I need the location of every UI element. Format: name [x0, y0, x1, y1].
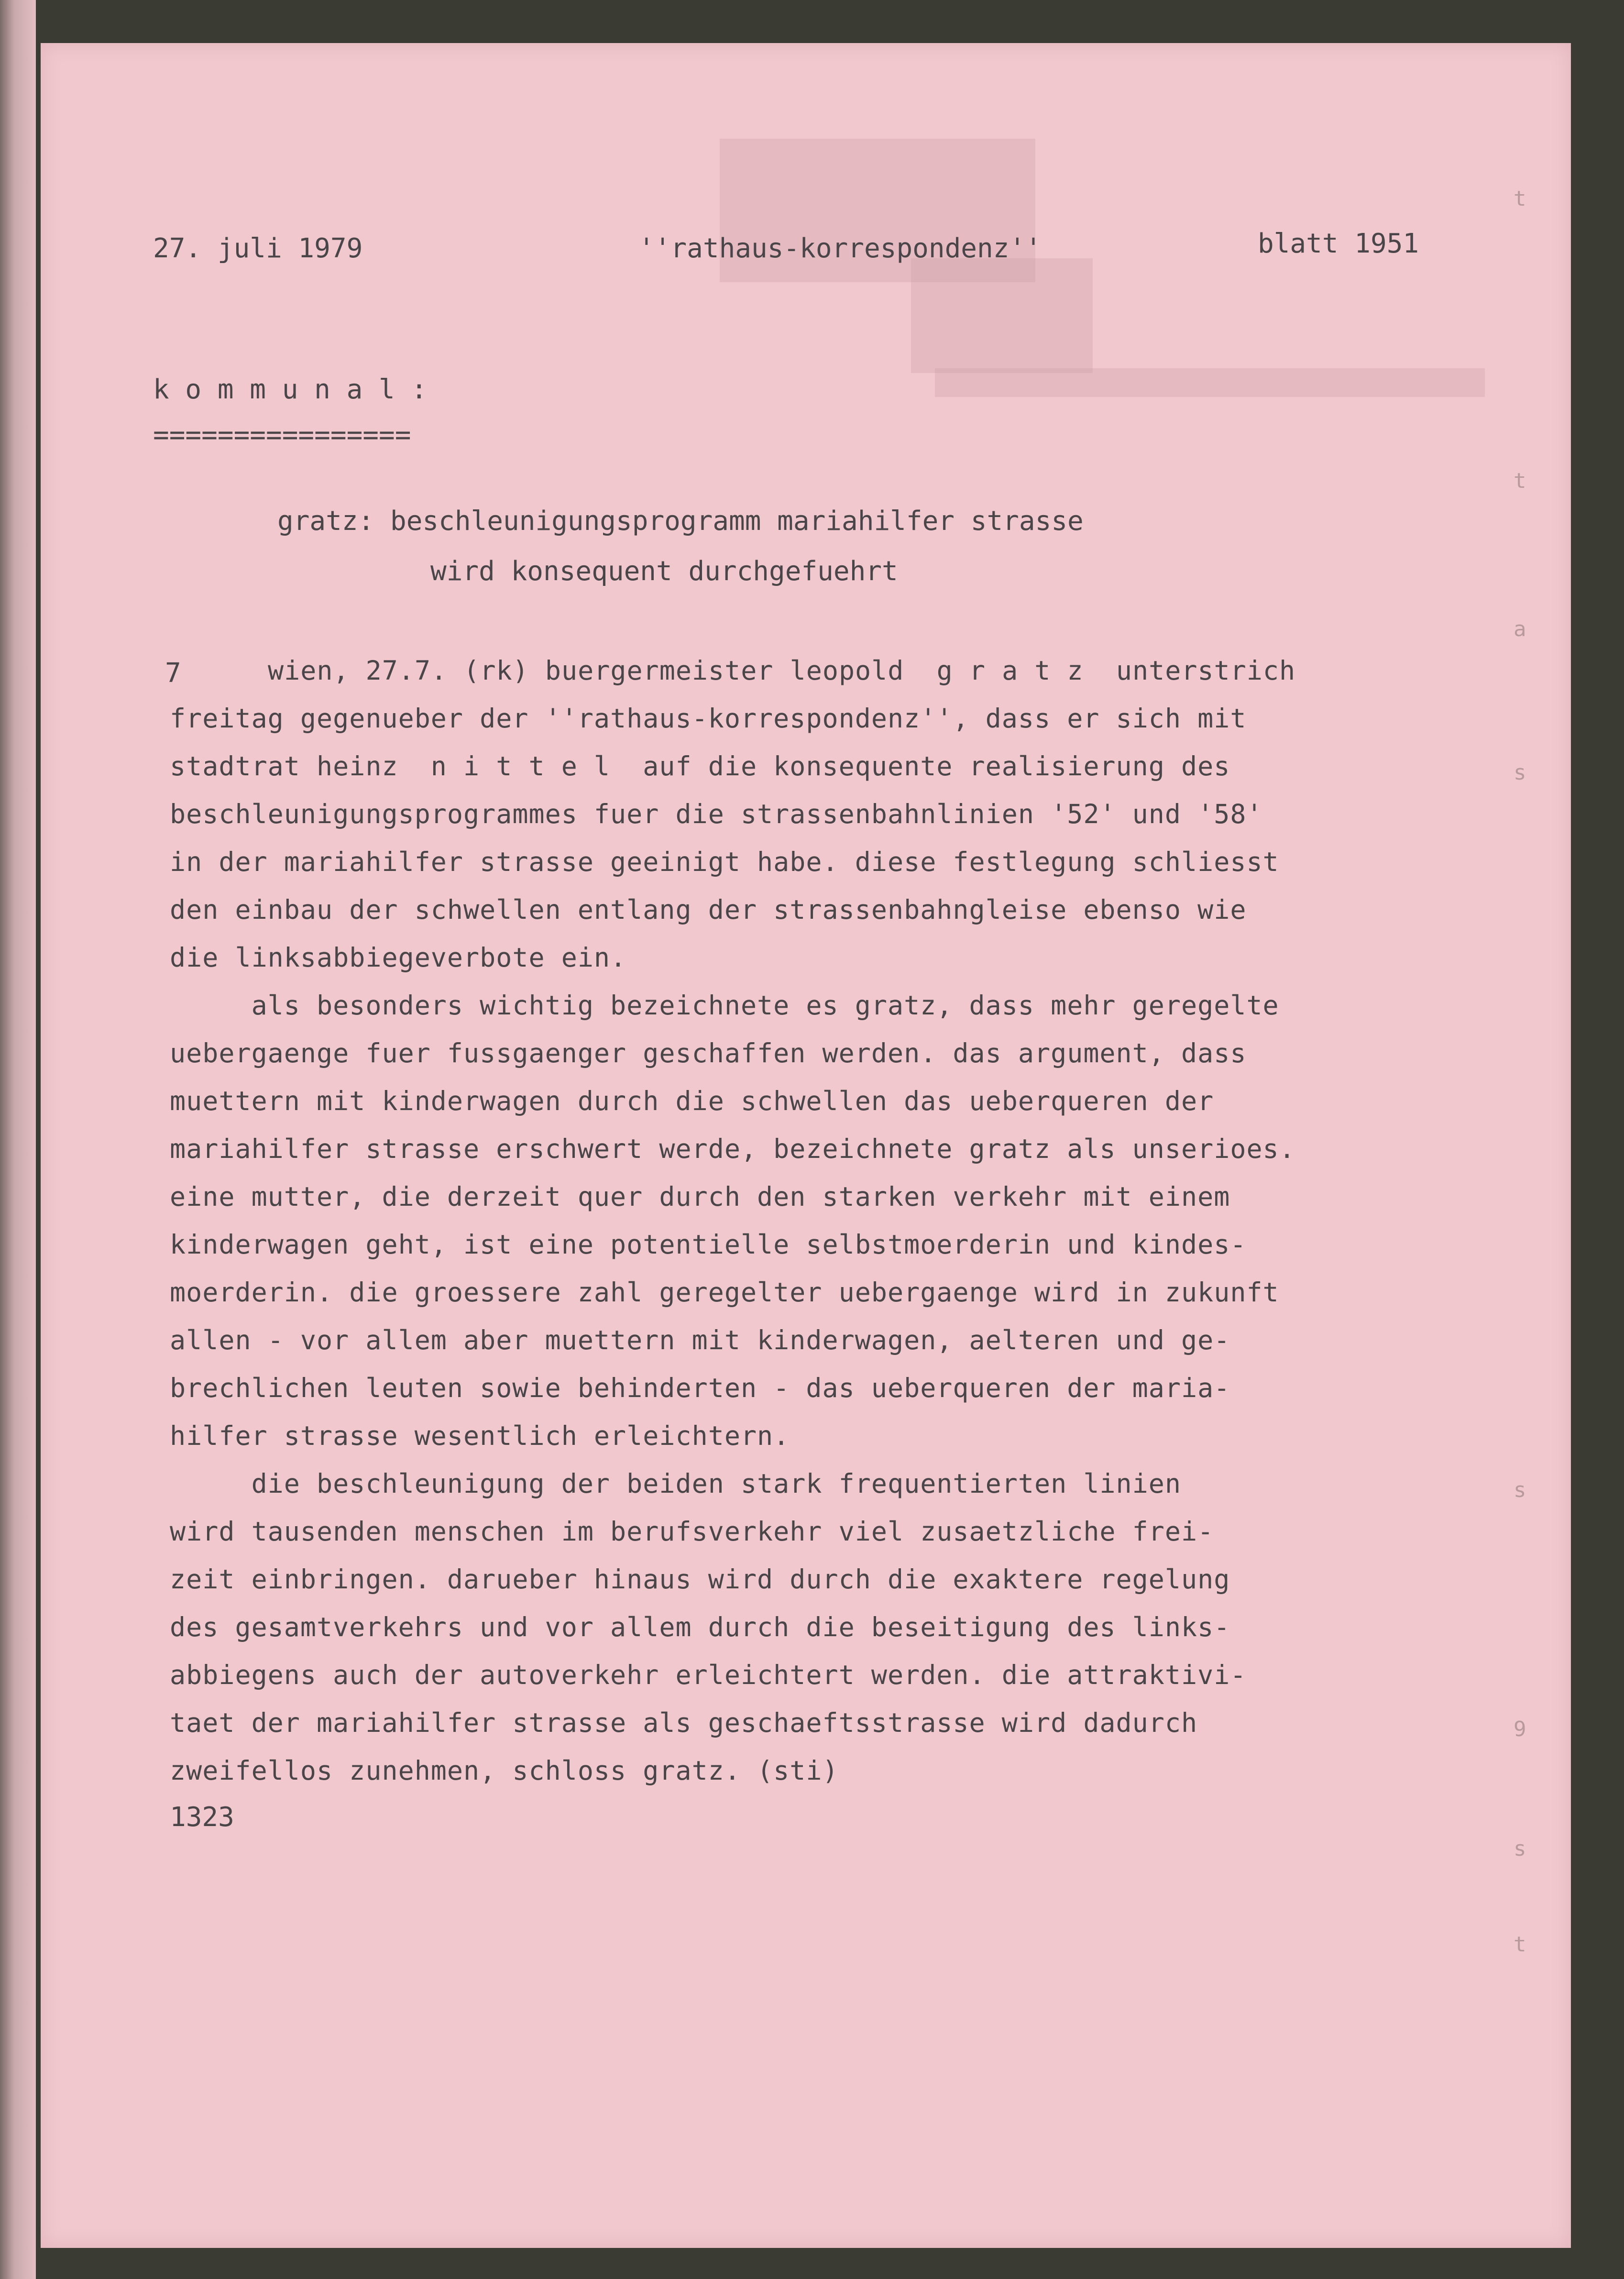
margin-mark: a: [1514, 617, 1526, 641]
body-line: zweifellos zunehmen, schloss gratz. (sti): [170, 1755, 839, 1786]
margin-mark: t: [1514, 1932, 1526, 1957]
margin-mark: s: [1514, 1478, 1526, 1502]
footer-code: 1323: [170, 1802, 234, 1833]
show-through-block: [935, 368, 1485, 397]
body-line: des gesamtverkehrs und vor allem durch die beseitigung des links-: [170, 1612, 1230, 1642]
body-line: eine mutter, die derzeit quer durch den starken verkehr mit einem: [170, 1181, 1230, 1212]
item-number: 7: [165, 658, 181, 689]
section-underline: ================: [153, 419, 411, 451]
body-line: allen - vor allem aber muettern mit kinderwagen, aelteren und ge-: [170, 1325, 1230, 1355]
header-sheet-number: blatt 1951: [1258, 228, 1419, 259]
body-line: freitag gegenueber der ''rathaus-korrespondenz'', dass er sich mit: [170, 703, 1247, 734]
body-line: wird tausenden menschen im berufsverkehr viel zusaetzliche frei-: [170, 1516, 1214, 1547]
headline-line-1: gratz: beschleunigungsprogramm mariahilfer strasse: [277, 506, 1084, 537]
body-line: brechlichen leuten sowie behinderten - das ueberqueren der maria-: [170, 1373, 1230, 1403]
header-publication: ''rathaus-korrespondenz'': [638, 233, 1042, 264]
body-line: uebergaenge fuer fussgaenger geschaffen werden. das argument, dass: [170, 1038, 1247, 1068]
body-line: mariahilfer strasse erschwert werde, bezeichnete gratz als unserioes.: [170, 1134, 1295, 1164]
body-line: muettern mit kinderwagen durch die schwellen das ueberqueren der: [170, 1086, 1214, 1116]
body-line: abbiegens auch der autoverkehr erleichtert werden. die attraktivi-: [170, 1660, 1247, 1690]
body-line: moerderin. die groessere zahl geregelter uebergaenge wird in zukunft: [170, 1277, 1279, 1308]
body-line: kinderwagen geht, ist eine potentielle selbstmoerderin und kindes-: [170, 1229, 1247, 1260]
margin-mark: s: [1514, 1837, 1526, 1861]
body-line: hilfer strasse wesentlich erleichtern.: [170, 1420, 790, 1451]
body-line: die beschleunigung der beiden stark frequentierten linien: [170, 1468, 1181, 1499]
section-label: k o m m u n a l :: [153, 374, 428, 405]
header-date: 27. juli 1979: [153, 233, 363, 264]
margin-mark: t: [1514, 469, 1526, 493]
body-line: den einbau der schwellen entlang der strassenbahngleise ebenso wie: [170, 894, 1247, 925]
body-line: zeit einbringen. darueber hinaus wird durch die exaktere regelung: [170, 1564, 1230, 1595]
show-through-block: [911, 258, 1093, 373]
left-page-edge: [0, 0, 36, 2279]
headline-line-2: wird konsequent durchgefuehrt: [430, 556, 898, 587]
body-line: beschleunigungsprogrammes fuer die strassenbahnlinien '52' und '58': [170, 799, 1263, 829]
body-line: stadtrat heinz n i t t e l auf die konsequente realisierung des: [170, 751, 1230, 782]
body-line: taet der mariahilfer strasse als geschaeftsstrasse wird dadurch: [170, 1707, 1198, 1738]
body-line: die linksabbiegeverbote ein.: [170, 942, 627, 973]
margin-mark: t: [1514, 187, 1526, 211]
body-line: wien, 27.7. (rk) buergermeister leopold g r a t z unterstrich: [268, 655, 1296, 686]
margin-mark: 9: [1514, 1717, 1526, 1741]
margin-mark: s: [1514, 760, 1526, 785]
body-line: als besonders wichtig bezeichnete es gratz, dass mehr geregelte: [170, 990, 1279, 1021]
body-line: in der mariahilfer strasse geeinigt habe. diese festlegung schliesst: [170, 847, 1279, 877]
